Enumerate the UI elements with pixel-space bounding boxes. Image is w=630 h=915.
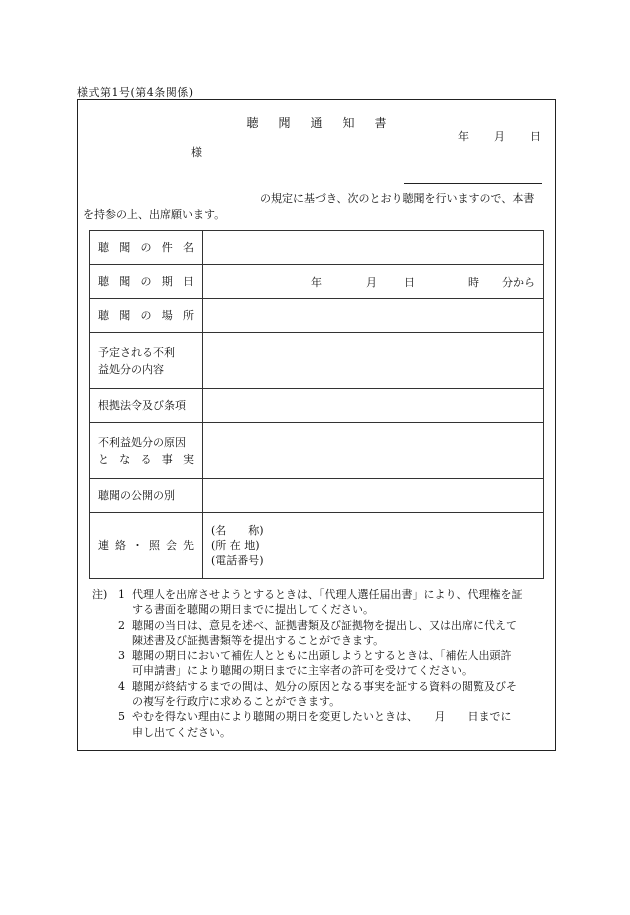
contact-lines <box>211 523 535 568</box>
contact-address: (所 在 地) <box>211 539 260 552</box>
note-item <box>92 679 554 710</box>
value-disposition[interactable] <box>203 333 544 389</box>
date-day: 日 <box>530 130 541 143</box>
note-line-1: 聴聞が終結するまでの間は、処分の原因となる事実を証する資料の閲覧及びそ <box>132 679 517 693</box>
note-number: 5 <box>118 710 125 724</box>
row-legal-basis <box>90 389 544 423</box>
label-publicity-text: 聴聞の公開の別 <box>98 489 175 502</box>
note-line-1: 聴聞の当日は、意見を述べ、証拠書類及び証拠物を提出し、又は出席に代えて <box>132 618 517 632</box>
value-legal-basis[interactable] <box>203 389 544 423</box>
label-cause-line-1: 不利益処分の原因 <box>98 435 186 449</box>
note-line-2: する書面を聴聞の期日までに提出してください。 <box>132 603 374 617</box>
label-subject <box>90 231 203 265</box>
value-place[interactable] <box>203 299 544 333</box>
label-legal-basis-text: 根拠法令及び条項 <box>98 399 186 412</box>
intro-line-1: の規定に基づき、次のとおり聴聞を行いますので、本書 <box>260 192 535 205</box>
note-line-2: 陳述書及び証拠書類等を提出することができます。 <box>132 633 385 647</box>
schedule-date-parts <box>211 274 535 290</box>
date-month: 月 <box>494 130 505 143</box>
row-contact <box>90 513 544 579</box>
note-number: 4 <box>118 679 125 693</box>
note-line-1: 聴聞の期日において補佐人とともに出頭しようとするときは、「補佐人出頭許 <box>132 649 512 663</box>
label-disposition-line-2: 益処分の内容 <box>98 362 164 376</box>
schedule-month: 月 <box>366 275 377 289</box>
label-schedule <box>90 265 203 299</box>
intro-line-2: を持参の上、出席願います。 <box>83 208 226 221</box>
label-disposition <box>90 333 203 389</box>
label-contact <box>90 513 203 579</box>
row-disposition <box>90 333 544 389</box>
form-frame <box>77 99 556 751</box>
note-item <box>92 587 554 618</box>
form-title: 聴聞通知書 <box>246 116 407 130</box>
schedule-minute: 分から <box>502 275 535 289</box>
label-disposition-line-1: 予定される不利 <box>98 345 175 359</box>
label-place <box>90 299 203 333</box>
value-schedule[interactable] <box>203 265 544 299</box>
note-line-2: 可申請書」により聴聞の期日までに主宰者の許可を受けてください。 <box>132 664 473 678</box>
note-number: 3 <box>118 649 125 663</box>
contact-phone: (電話番号) <box>211 554 264 567</box>
note-line-2: の複写を行政庁に求めることができます。 <box>132 695 341 709</box>
notes-prefix: 注) <box>92 588 108 601</box>
issuer-signature-line <box>404 183 542 184</box>
label-cause <box>90 423 203 479</box>
issue-date <box>433 128 541 144</box>
row-subject <box>90 231 544 265</box>
row-place <box>90 299 544 333</box>
note-item <box>92 709 554 740</box>
note-number: 1 <box>118 588 125 601</box>
note-item <box>92 648 554 679</box>
addressee-suffix: 様 <box>191 146 202 159</box>
row-schedule <box>90 265 544 299</box>
label-place-text: 聴 聞 の 場 所 <box>98 309 194 322</box>
note-number: 2 <box>118 618 125 632</box>
note-line-2: 申し出てください。 <box>132 725 231 739</box>
label-schedule-text: 聴 聞 の 期 日 <box>98 275 194 288</box>
note-item <box>92 618 554 649</box>
contact-name: (名 称) <box>211 524 264 537</box>
label-subject-text: 聴 聞 の 件 名 <box>98 241 194 254</box>
intro-text <box>83 191 551 223</box>
schedule-day: 日 <box>404 275 415 289</box>
label-contact-text: 連 絡 ・ 照 会 先 <box>98 539 194 552</box>
notes <box>92 587 554 740</box>
schedule-hour: 時 <box>468 275 479 289</box>
value-publicity[interactable] <box>203 479 544 513</box>
note-line-1: やむを得ない理由により聴聞の期日を変更したいときは、 月 日までに <box>132 710 512 724</box>
row-cause <box>90 423 544 479</box>
form-code: 様式第1号(第4条関係) <box>77 86 194 99</box>
label-cause-line-2: と な る 事 実 <box>98 452 194 466</box>
value-cause[interactable] <box>203 423 544 479</box>
label-publicity <box>90 479 203 513</box>
date-year: 年 <box>458 130 469 143</box>
row-publicity <box>90 479 544 513</box>
schedule-year: 年 <box>311 275 322 289</box>
value-subject[interactable] <box>203 231 544 265</box>
hearing-info-table <box>89 230 544 579</box>
label-legal-basis <box>90 389 203 423</box>
value-contact[interactable] <box>203 513 544 579</box>
note-line-1: 代理人を出席させようとするときは、「代理人選任届出書」により、代理権を証 <box>132 588 523 601</box>
